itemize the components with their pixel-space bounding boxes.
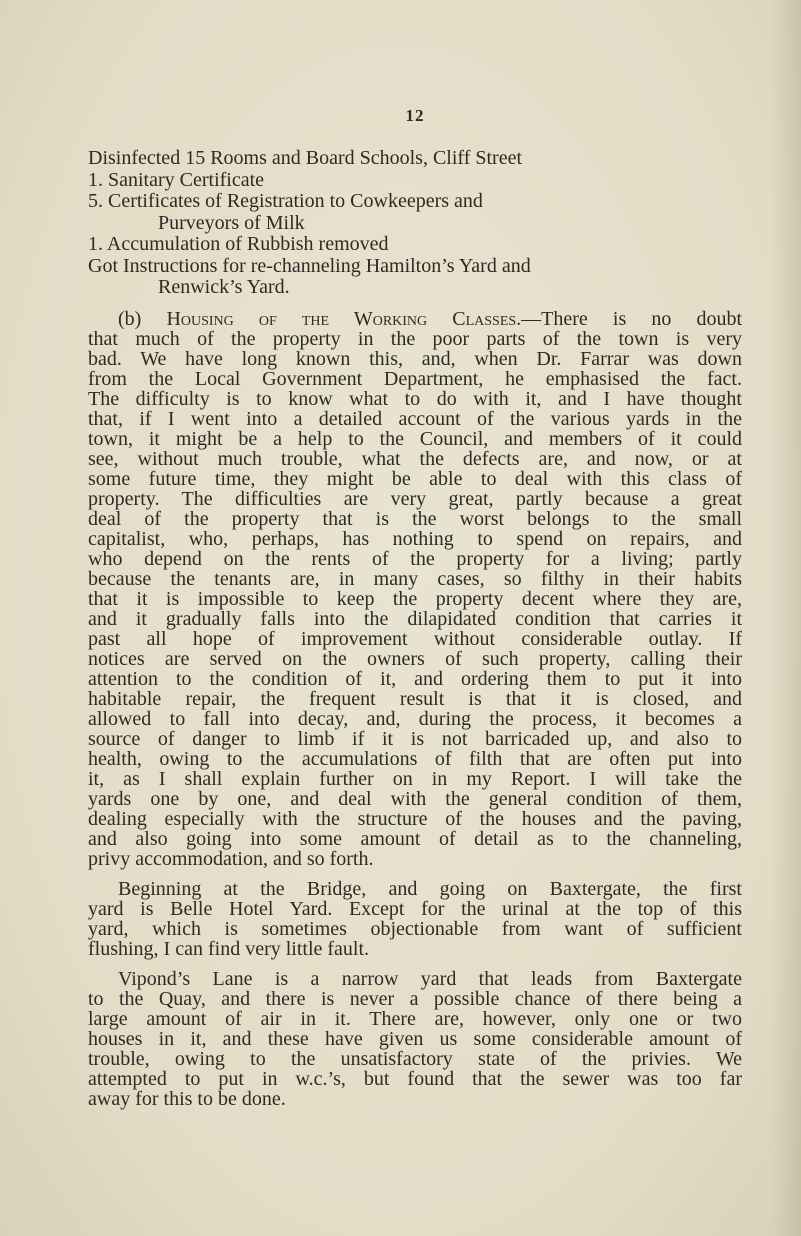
list-item: Disinfected 15 Rooms and Board Schools, Cliff Street: [88, 147, 523, 169]
section-label: (b): [118, 307, 142, 330]
text-line: bad. We have long known this, and, when Dr. Farrar was down: [88, 347, 742, 370]
text-line: and also going into some amount of detail as to the channeling,: [88, 827, 742, 850]
text-line: away for this to be done.: [88, 1087, 286, 1110]
text-line: property. The difficulties are very great, partly because a great: [88, 487, 742, 510]
text-line: houses in it, and these have given us some considerable amount of: [88, 1027, 742, 1050]
text-line: yard, which is sometimes objectionable from want of sufficient: [88, 917, 742, 940]
list-item: 5. Certificates of Registration to Cowkeepers and: [88, 190, 483, 212]
text-line: attempted to put in w.c.’s, but found that the sewer was too far: [88, 1067, 742, 1090]
text-line: deal of the property that is the worst belongs to the small: [88, 507, 742, 530]
text-line: who depend on the rents of the property for a living; partly: [88, 547, 742, 570]
text-line: capitalist, who, perhaps, has nothing to spend on repairs, and: [88, 527, 742, 550]
vipond-paragraph: [88, 969, 742, 1109]
text-line: past all hope of improvement without considerable outlay. If: [88, 627, 742, 650]
page-content: [88, 106, 742, 1119]
text-line: source of danger to limb if it is not barricaded up, and also to: [88, 727, 742, 750]
list-item: Got Instructions for re-channeling Hamilton’s Yard and: [88, 254, 531, 277]
list-item: 1. Accumulation of Rubbish removed: [88, 233, 389, 255]
text-line: habitable repair, the frequent result is that it is closed, and: [88, 687, 742, 710]
housing-paragraph: [88, 309, 742, 869]
text-line: yard is Belle Hotel Yard. Except for the urinal at the top of this: [88, 897, 742, 920]
text-line: to the Quay, and there is never a possible chance of there being a: [88, 987, 742, 1010]
text-line: The difficulty is to know what to do with it, and I have thought: [88, 387, 742, 410]
text-line: that much of the property in the poor parts of the town is very: [88, 327, 742, 350]
text-line: notices are served on the owners of such property, calling their: [88, 647, 742, 670]
text-line: allowed to fall into decay, and, during the process, it becomes a: [88, 707, 742, 730]
first-line-text: —There is no doubt: [521, 307, 743, 330]
list-item-continuation: Purveyors of Milk: [158, 211, 305, 234]
text-line: attention to the condition of it, and ordering them to put it into: [88, 667, 742, 690]
section-heading: Housing of the Working Classes.: [166, 307, 522, 330]
text-line: town, it might be a help to the Council, and members of it could: [88, 427, 742, 450]
text-line: and it gradually falls into the dilapidated condition that carries it: [88, 607, 742, 630]
page-edge-shadow: [771, 0, 801, 1236]
text-line: health, owing to the accumulations of filth that are often put into: [88, 747, 742, 770]
list-item: 1. Sanitary Certificate: [88, 168, 265, 191]
text-line: large amount of air in it. There are, however, only one or two: [88, 1007, 742, 1030]
text-line: flushing, I can find very little fault.: [88, 937, 370, 960]
text-line: it, as I shall explain further on in my Report. I will take the: [88, 767, 742, 790]
page-number: 12: [405, 106, 425, 125]
text-line: from the Local Government Department, he emphasised the fact.: [88, 367, 742, 390]
text-line: Vipond’s Lane is a narrow yard that leads from Baxtergate: [118, 967, 742, 990]
text-line: Beginning at the Bridge, and going on Baxtergate, the first: [118, 877, 742, 900]
bridge-paragraph: [88, 879, 742, 959]
text-line: yards one by one, and deal with the general condition of them,: [88, 787, 742, 810]
text-line: that, if I went into a detailed account of the various yards in the: [88, 407, 742, 430]
housing-body: [88, 329, 742, 869]
text-line: that it is impossible to keep the property decent where they are,: [88, 587, 742, 610]
text-line: privy accommodation, and so forth.: [88, 847, 374, 870]
text-line: see, without much trouble, what the defects are, and now, or at: [88, 447, 742, 470]
text-line: because the tenants are, in many cases, so filthy in their habits: [88, 567, 742, 590]
list-item-continuation: Renwick’s Yard.: [158, 276, 290, 298]
text-line: trouble, owing to the unsatisfactory state of the privies. We: [88, 1047, 742, 1070]
text-line: some future time, they might be able to deal with this class of: [88, 467, 742, 490]
housing-first-line: [88, 309, 742, 329]
text-line: dealing especially with the structure of the houses and the paving,: [88, 807, 742, 830]
activity-list: [88, 148, 742, 299]
